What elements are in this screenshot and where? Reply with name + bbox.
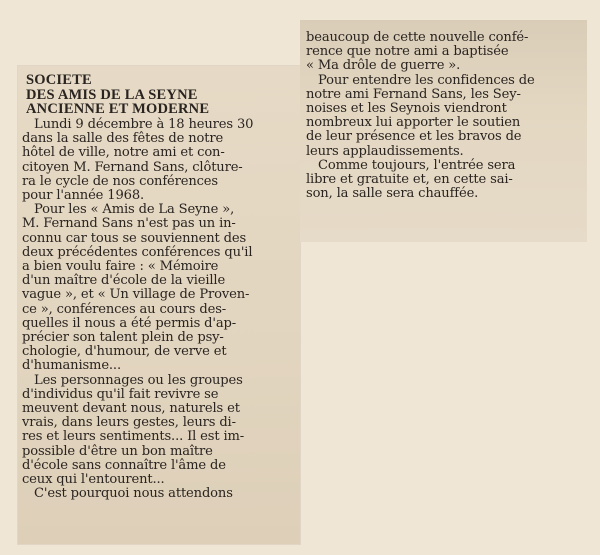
article-text-line: pour l'année 1968. — [22, 188, 145, 204]
article-text-line: noises et les Seynois viendront — [306, 101, 507, 117]
article-text-line: Pour les « Amis de La Seyne », — [22, 202, 235, 218]
article-column-right — [306, 31, 584, 201]
article-text-line: possible d'être un bon maître — [22, 443, 213, 459]
article-text-line: meuvent devant nous, naturels et — [22, 401, 240, 417]
article-text-line: citoyen M. Fernand Sans, clôture- — [22, 159, 243, 175]
article-column-left — [22, 118, 298, 501]
heading-line: DES AMIS DE LA SEYNE — [26, 86, 198, 103]
article-text-line: nombreux lui apporter le soutien — [306, 115, 521, 131]
article-text-line: notre ami Fernand Sans, les Sey- — [306, 86, 521, 102]
article-text-line: libre et gratuite et, en cette sai- — [306, 172, 513, 188]
article-text-line: M. Fernand Sans n'est pas un in- — [22, 216, 236, 232]
article-text-line: d'humanisme... — [22, 358, 121, 374]
article-text-line: quelles il nous a été permis d'ap- — [22, 315, 236, 331]
article-text-line: de leur présence et les bravos de — [306, 129, 522, 145]
article-text-line: C'est pourquoi nous attendons — [22, 486, 233, 502]
article-text-line: vague », et « Un village de Proven- — [22, 287, 250, 303]
article-text-line: « Ma drôle de guerre ». — [306, 58, 461, 74]
article-text-line: Les personnages ou les groupes — [22, 372, 243, 388]
article-text-line: beaucoup de cette nouvelle confé- — [306, 30, 529, 45]
article-heading — [26, 73, 296, 117]
article-text-line: rence que notre ami a baptisée — [306, 44, 509, 60]
article-text-line: chologie, d'humour, de verve et — [22, 344, 227, 360]
article-text-line: dans la salle des fêtes de notre — [22, 131, 224, 147]
article-text-line: ceux qui l'entourent... — [22, 472, 165, 488]
article-text-line: ra le cycle de nos conférences — [22, 173, 218, 189]
article-text-line: ce », conférences au cours des- — [22, 301, 227, 317]
article-text-line: son, la salle sera chauffée. — [306, 186, 479, 202]
article-text-line: d'individus qu'il fait revivre se — [22, 386, 219, 402]
article-text-line: d'école sans connaître l'âme de — [22, 457, 226, 473]
article-text-line: a bien voulu faire : « Mémoire — [22, 259, 219, 275]
article-text-line: Comme toujours, l'entrée sera — [306, 157, 516, 173]
article-text-line: leurs applaudissements. — [306, 143, 464, 159]
article-text-line: précier son talent plein de psy- — [22, 330, 224, 346]
article-text-line: d'un maître d'école de la vieille — [22, 273, 226, 289]
article-text-line: vrais, dans leurs gestes, leurs di- — [22, 415, 236, 431]
heading-line: SOCIETE — [26, 72, 92, 88]
article-text-line: Pour entendre les confidences de — [306, 72, 535, 88]
article-text-line: deux précédentes conférences qu'il — [22, 244, 253, 260]
article-text-line: Lundi 9 décembre à 18 heures 30 — [22, 117, 254, 132]
heading-line: ANCIENNE ET MODERNE — [26, 101, 210, 118]
article-text-line: hôtel de ville, notre ami et con- — [22, 145, 225, 161]
article-text-line: connu car tous se souviennent des — [22, 230, 247, 246]
article-text-line: res et leurs sentiments... Il est im- — [22, 429, 245, 445]
